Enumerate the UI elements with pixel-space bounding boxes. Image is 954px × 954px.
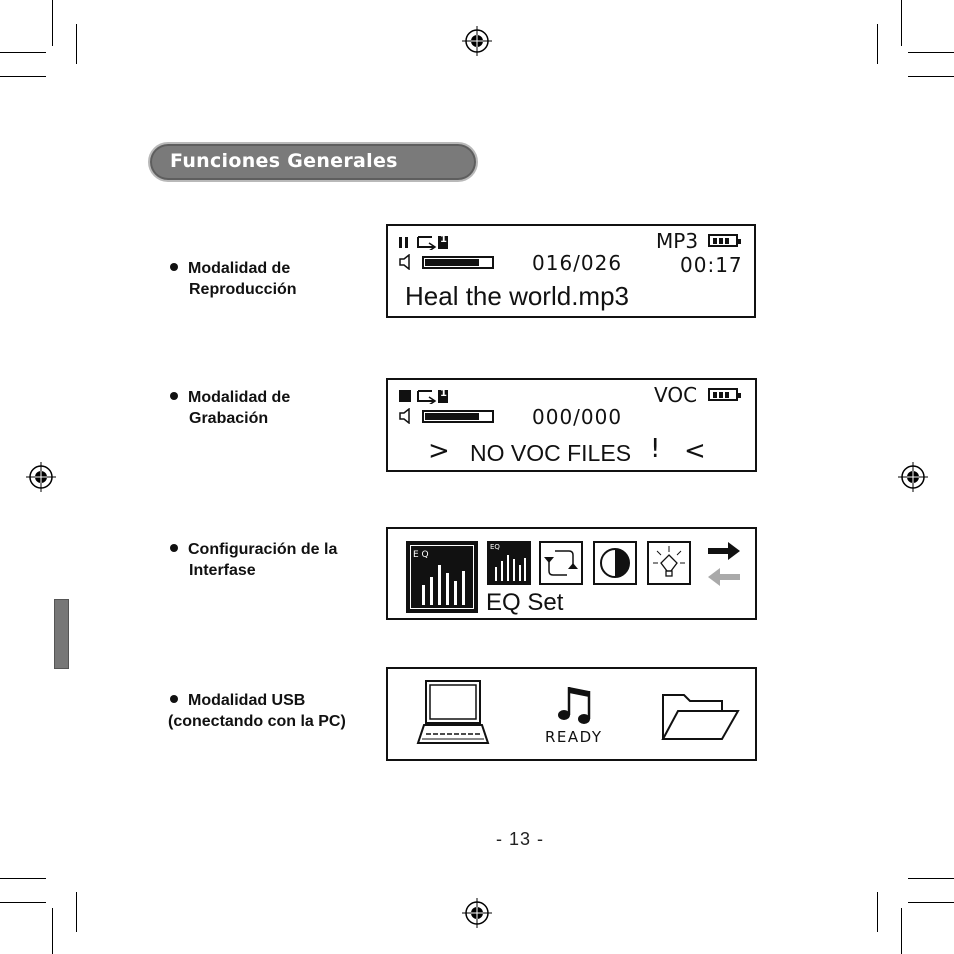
- crop-mark: [877, 24, 878, 64]
- repeat-arrows-icon: [541, 543, 581, 583]
- volume-bar: [422, 410, 494, 423]
- registration-mark-icon: [898, 462, 928, 492]
- label-line: Modalidad de: [188, 389, 291, 406]
- label-line: (conectando con la PC): [168, 713, 346, 730]
- registration-mark-icon: [26, 462, 56, 492]
- crop-mark: [0, 878, 46, 879]
- usb-status: READY: [545, 728, 603, 746]
- crop-mark: [76, 24, 77, 64]
- label-line: Reproducción: [189, 281, 297, 298]
- lightbulb-icon: [649, 543, 689, 583]
- crop-mark: [0, 52, 46, 53]
- crop-mark: [908, 52, 954, 53]
- arrow-left-icon: [706, 567, 742, 587]
- bullet: [170, 544, 178, 552]
- recording-screen: [386, 378, 757, 472]
- page-number: - 13 -: [496, 829, 545, 849]
- repeat-badge: 1: [440, 234, 447, 245]
- usb-screen: [386, 667, 757, 761]
- bullet: [170, 263, 178, 271]
- format-label: VOC: [654, 383, 698, 407]
- volume-fill: [425, 413, 479, 420]
- track-counter: 016/026: [532, 251, 623, 275]
- label-line: Grabación: [189, 410, 269, 427]
- repeat-mode-icon: [539, 541, 583, 585]
- label-line: Interfase: [189, 562, 256, 579]
- section-title: Funciones Generales: [170, 150, 398, 172]
- speaker-icon: [398, 408, 412, 424]
- folder-icon: [660, 687, 740, 743]
- laptop-icon: [416, 679, 490, 749]
- crop-mark: [908, 902, 954, 903]
- backlight-icon: [647, 541, 691, 585]
- repeat-badge: 1: [440, 388, 447, 399]
- crop-mark: [52, 0, 53, 46]
- track-counter: 000/000: [532, 405, 623, 429]
- music-note-icon: [556, 681, 594, 725]
- label-interface: [170, 539, 337, 581]
- crop-mark: [0, 76, 46, 77]
- contrast-icon: [593, 541, 637, 585]
- label-playback: [170, 258, 297, 300]
- crop-mark: [52, 908, 53, 954]
- volume-bar: [422, 256, 494, 269]
- bullet: [170, 695, 178, 703]
- volume-fill: [425, 259, 479, 266]
- eq-icon-large: [406, 541, 478, 613]
- label-recording: [170, 387, 290, 429]
- eq-icon-small: [487, 541, 531, 585]
- playback-screen: [386, 224, 756, 318]
- eq-badge: EQ: [490, 543, 500, 551]
- crop-mark: [908, 878, 954, 879]
- equalizer-bars-icon: [493, 553, 527, 581]
- bullet: [170, 392, 178, 400]
- arrow-left: >: [428, 436, 450, 466]
- elapsed-time: 00:17: [680, 253, 743, 277]
- eq-badge: E Q: [413, 550, 429, 560]
- crop-mark: [901, 0, 902, 46]
- crop-mark: [877, 892, 878, 932]
- arrow-right: <: [684, 436, 706, 466]
- side-tab: [54, 599, 69, 669]
- contrast-circle-icon: [595, 543, 635, 583]
- label-line: Configuración de la: [188, 541, 338, 558]
- format-label: MP3: [656, 229, 699, 253]
- label-line: Modalidad de: [188, 260, 291, 277]
- crop-mark: [908, 76, 954, 77]
- label-line: Modalidad USB: [188, 692, 306, 709]
- status-message: NO VOC FILES: [470, 440, 632, 466]
- equalizer-bars-icon: [418, 563, 472, 607]
- speaker-icon: [398, 254, 412, 270]
- crop-mark: [901, 908, 902, 954]
- exclamation: !: [650, 434, 661, 464]
- menu-caption: EQ Set: [486, 589, 564, 616]
- registration-mark-icon: [462, 898, 492, 928]
- crop-mark: [0, 902, 46, 903]
- battery-icon: [708, 234, 738, 247]
- registration-mark-icon: [462, 26, 492, 56]
- arrow-right-icon: [706, 541, 742, 561]
- crop-mark: [76, 892, 77, 932]
- label-usb: [170, 690, 346, 732]
- interface-screen: [386, 527, 757, 620]
- track-title: Heal the world.mp3: [405, 281, 629, 311]
- battery-icon: [708, 388, 738, 401]
